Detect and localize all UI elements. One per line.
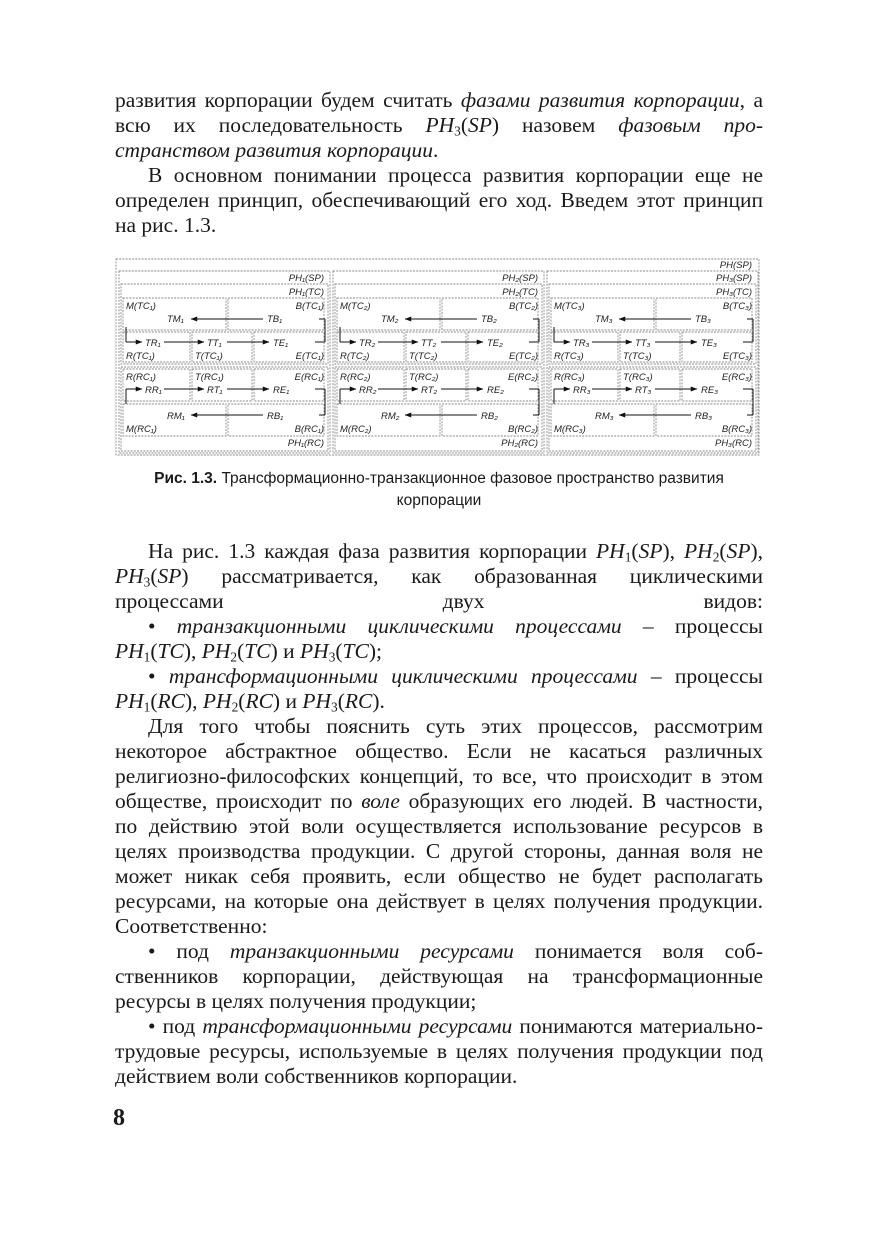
e-rc-label: E(RC₃) xyxy=(721,372,752,383)
tt-node: TT₂ xyxy=(421,338,437,349)
m-rc-label: M(RC₃) xyxy=(554,424,586,435)
b-rc-label: B(RC₂) xyxy=(507,424,538,435)
b-rc-label: B(RC₁) xyxy=(294,424,324,435)
page-number: 8 xyxy=(113,1105,125,1131)
b-tc-label: B(TC₁) xyxy=(295,301,324,312)
tb-node: TB₂ xyxy=(481,314,497,325)
rt-node: RT₂ xyxy=(421,385,438,396)
e-tc-label: E(TC₂) xyxy=(509,351,538,362)
phase-column-1 xyxy=(119,271,330,453)
te-node: TE₂ xyxy=(487,338,503,349)
figure-1-3 xyxy=(115,258,760,456)
re-node: RE₃ xyxy=(701,385,718,396)
tt-node: TT₃ xyxy=(635,338,651,349)
t-tc-label: T(TC₃) xyxy=(623,351,652,362)
rt-node: RT₁ xyxy=(207,385,223,396)
rm-node: RM₁ xyxy=(167,411,185,422)
tm-node: TM₂ xyxy=(381,314,399,325)
m-tc-label: M(TC₃) xyxy=(554,301,585,312)
t-tc-label: T(TC₁) xyxy=(195,351,223,362)
m-tc-label: M(TC₁) xyxy=(126,301,156,312)
rr-node: RR₂ xyxy=(359,385,377,396)
m-rc-label: M(RC₁) xyxy=(126,424,157,435)
tb-node: TB₃ xyxy=(695,314,711,325)
phase-tc-label: PH₂(TC) xyxy=(502,287,538,298)
r-tc-label: R(TC₁) xyxy=(126,351,155,362)
re-node: RE₁ xyxy=(273,385,290,396)
tm-node: TM₃ xyxy=(595,314,613,325)
r-tc-label: R(TC₃) xyxy=(554,351,584,362)
tr-node: TR₁ xyxy=(145,338,161,349)
m-tc-label: M(TC₂) xyxy=(340,301,371,312)
rb-node: RB₁ xyxy=(267,411,284,422)
rb-node: RB₃ xyxy=(695,411,712,422)
paragraph-4: Для того чтобы пояснить суть этих процессов, рассмотрим некоторое абстрактное общество. Если не касаться различных религиозно-философских концепций, то все, что происходит в этом обществе, происходит по воле образующих его людей. В частности, по действию этой воли осуществляется использование ресурсов в целях производства продукции. С другой стороны, данная воля не может никак себя проявить, если общество не будет располагать ресурсами, на которые она действует в целях получения продукции. Соответственно: xyxy=(115,714,764,938)
figure-caption xyxy=(115,468,763,512)
phase-sp-label: PH₁(SP) xyxy=(288,273,324,284)
re-node: RE₂ xyxy=(487,385,504,396)
b-rc-label: B(RC₃) xyxy=(721,424,752,435)
r-rc-label: R(RC₁) xyxy=(126,372,156,383)
paragraph-2: В основном понимании процесса развития корпорации еще не определен принцип, обеспечивающий его ход. Введем этот принцип на рис. 1.3. xyxy=(115,163,763,237)
phase-space-label: PH(SP) xyxy=(719,260,752,271)
tr-node: TR₃ xyxy=(573,338,590,349)
bullet-transactional-resources: • под транзакционными ресурсами понимается воля собственников корпорации, действующая на трансформационные ресурсы в целях получения продукции; xyxy=(115,939,764,1013)
rr-node: RR₁ xyxy=(145,385,162,396)
rm-node: RM₂ xyxy=(381,411,400,422)
tm-node: TM₁ xyxy=(167,314,184,325)
e-rc-label: E(RC₁) xyxy=(294,372,324,383)
phase-sp-label: PH₂(SP) xyxy=(502,273,538,284)
t-rc-label: T(RC₃) xyxy=(623,372,653,383)
caption-label: Рис. 1.3. xyxy=(154,470,218,487)
e-rc-label: E(RC₂) xyxy=(507,372,538,383)
tt-node: TT₁ xyxy=(207,338,222,349)
r-rc-label: R(RC₂) xyxy=(340,372,371,383)
e-tc-label: E(TC₁) xyxy=(295,351,324,362)
te-node: TE₁ xyxy=(273,338,289,349)
paragraph-3: На рис. 1.3 каждая фаза развития корпорации $PH_1(SP)$, $PH_2(SP)$, $PH_3(SP)$ рассматривается, как образованная циклическими процессами двух видов: • транзакционными циклическими процессами – процессы $PH_1(TC)$, $PH_2(TC)$ и $PH_3(TC)$; • трансформационными циклическими процессами – процессы $PH_1(RC)$, $PH_2(RC)$ и $PH_3(RC)$. Для того чтобы пояснить суть этих процессов, рассмотрим некоторое абстрактное общество. Если не касаться различных религиозно-философских концепций, то все, что происходит в этом обществе, происходит по воле образующих его людей. В частности, по действию этой воли осуществляется использование ресурсов в целях производства продукции. С другой стороны, данная воля не может никак себя проявить, если общество не будет располагать ресурсами, на которые она действует в целях получения продукции. Соответственно: • под транзакционными ресурсами понимается воля собственников корпорации, действующая на трансформационные ресурсы в целях получения продукции; • под трансформационными ресурсами понимаются материально-трудовые ресурсы, используемые в целях получения продукции под действием воли собственников корпорации. xyxy=(115,539,764,1088)
m-rc-label: M(RC₂) xyxy=(340,424,372,435)
bullet-transformational-resources: • под трансформационными ресурсами понимаются материально-трудовые ресурсы, используемые в целях получения продукции под действием воли собственников корпорации. xyxy=(115,1014,763,1088)
caption-text: Трансформационно-транзакционное фазовое пространство развития корпорации xyxy=(221,470,724,509)
phase-rc-label: PH₂(RC) xyxy=(501,438,538,449)
b-tc-label: B(TC₂) xyxy=(509,301,538,312)
bullet-transactional-cycles: • транзакционными циклическими процессами – процессы $PH_1(TC)$, $PH_2(TC)$ и $PH_3(TC)$; xyxy=(115,614,763,665)
t-rc-label: T(RC₂) xyxy=(409,372,439,383)
phase-column-3 xyxy=(547,271,758,453)
b-tc-label: B(TC₃) xyxy=(722,301,752,312)
phase-tc-label: PH₁(TC) xyxy=(288,287,324,298)
t-rc-label: T(RC₁) xyxy=(195,372,224,383)
te-node: TE₃ xyxy=(701,338,717,349)
tr-node: TR₂ xyxy=(359,338,376,349)
rr-node: RR₃ xyxy=(573,385,591,396)
rm-node: RM₃ xyxy=(595,411,614,422)
bullet-transformational-cycles: • трансформационными циклическими процессами – процессы $PH_1(RC)$, $PH_2(RC)$ и $PH_3(RC)$. xyxy=(115,664,763,715)
t-tc-label: T(TC₂) xyxy=(409,351,438,362)
r-rc-label: R(RC₃) xyxy=(554,372,585,383)
phase-rc-label: PH₃(RC) xyxy=(714,438,752,449)
rb-node: RB₂ xyxy=(481,411,498,422)
e-tc-label: E(TC₃) xyxy=(722,351,752,362)
tb-node: TB₁ xyxy=(267,314,283,325)
phase-sp-label: PH₃(SP) xyxy=(716,273,752,284)
r-tc-label: R(TC₂) xyxy=(340,351,370,362)
paragraph-1: развития корпорации будем считать фазами развития корпорации, а всю их последовательность $PH_3(SP)$ назовем фазовым пространством развития корпорации. xyxy=(115,88,764,162)
phase-tc-label: PH₃(TC) xyxy=(716,287,752,298)
phase-column-2 xyxy=(333,271,544,453)
phase-rc-label: PH₁(RC) xyxy=(287,438,324,449)
rt-node: RT₃ xyxy=(635,385,652,396)
